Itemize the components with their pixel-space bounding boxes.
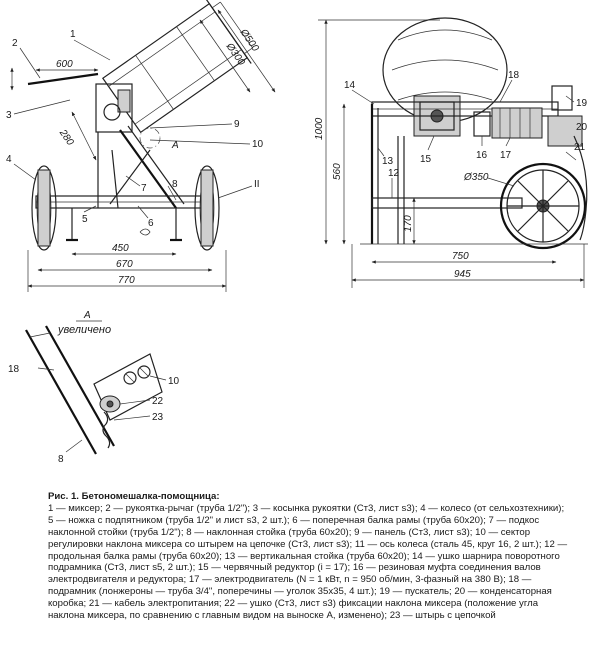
dim-670: 670 — [116, 259, 133, 270]
callout-20: 20 — [576, 122, 588, 133]
figure-caption — [48, 491, 568, 622]
mixer-drum — [99, 0, 260, 138]
dim-560: 560 — [332, 163, 343, 180]
callout-21: 21 — [574, 142, 586, 153]
dim-600: 600 — [56, 59, 73, 70]
detail-title-letter: A — [84, 310, 91, 321]
callout-a: A — [172, 140, 179, 151]
front-view — [314, 18, 588, 288]
dim-945: 945 — [454, 269, 471, 280]
callout-ii: II — [254, 179, 260, 190]
callout-15: 15 — [420, 154, 432, 165]
detail-callout-22: 22 — [152, 396, 164, 407]
callout-5: 5 — [82, 214, 88, 225]
detail-callout-18: 18 — [8, 364, 20, 375]
callout-16: 16 — [476, 150, 488, 161]
dim-1000: 1000 — [314, 117, 325, 140]
callout-1: 1 — [70, 29, 76, 40]
callout-10: 10 — [252, 139, 264, 150]
detail-title-word: увеличено — [58, 324, 112, 336]
caption-body: 1 — миксер; 2 — рукоятка-рычаг (труба 1/2"); 3 — косынка рукоятки (Ст3, лист s3); 4 — колесо (от сельхозтехники); 5 — ножка с подпятником (труба 1/2" и лист s3, 2 шт.); 6 — поперечная балка рамы (труба 60х20); 7 — подкос наклонной стойки (труба 1/2"); 8 — наклонная стойка (труба 60х20); 9 — панель (Ст3, лист s3); 10 — сектор регулировки наклона миксера со штырем на цепочке (Ст3, лист s3); 11 — ось колеса (сталь 45, круг 16, 2 шт.); 12 — продольная балка рамы (труба 60х20); 13 — вертикальная стойка (труба 60х20); 14 — ушко шарнира поворотного подрамника (Ст3, лист s5, 2 шт.); 15 — червячный редуктор (i = 17); 16 — резиновая муфта соединения валов электродвигателя и редуктора; 17 — электродвигатель (N = 1 кВт, n = 950 об/мин, 3-фазный на 380 В); 18 — подрамник (лонжероны — труба 3/4", поперечины — уголок 35х35, 4 шт.); 19 — пускатель; 20 — конденсаторная коробка; 21 — кабель электропитания; 22 — ушко (Ст3, лист s3) фиксации наклона миксера (положение угла наклона миксера, по сравнению с главным видом на выноске А, изменено); 23 — штырь с цепочкой — [48, 502, 568, 622]
callout-6: 6 — [148, 218, 154, 229]
callout-12: 12 — [388, 168, 400, 179]
callout-8: 8 — [172, 179, 178, 190]
dim-d500: Ø500 — [237, 27, 261, 54]
dim-170: 170 — [403, 215, 414, 232]
dim-d300: Ø300 — [223, 41, 247, 68]
detail-callout-8: 8 — [58, 454, 64, 465]
dim-750: 750 — [452, 251, 469, 262]
callout-2: 2 — [12, 38, 18, 49]
callout-19: 19 — [576, 98, 588, 109]
front-wheel — [501, 164, 585, 248]
callout-9: 9 — [234, 119, 240, 130]
side-view — [6, 0, 275, 292]
dim-280: 280 — [56, 127, 76, 148]
callout-13: 13 — [382, 156, 394, 167]
callout-14: 14 — [344, 80, 356, 91]
detail-callout-23: 23 — [152, 412, 164, 423]
callout-17: 17 — [500, 150, 512, 161]
callout-18: 18 — [508, 70, 520, 81]
dim-450: 450 — [112, 243, 129, 254]
callout-3: 3 — [6, 110, 12, 121]
detail-callout-10: 10 — [168, 376, 180, 387]
caption-title: Рис. 1. Бетономешалка-помощница: — [48, 491, 220, 502]
callout-4: 4 — [6, 154, 12, 165]
detail-a — [8, 310, 180, 465]
callout-7: 7 — [141, 183, 147, 194]
dim-770: 770 — [118, 275, 135, 286]
dim-d350: Ø350 — [464, 172, 489, 183]
